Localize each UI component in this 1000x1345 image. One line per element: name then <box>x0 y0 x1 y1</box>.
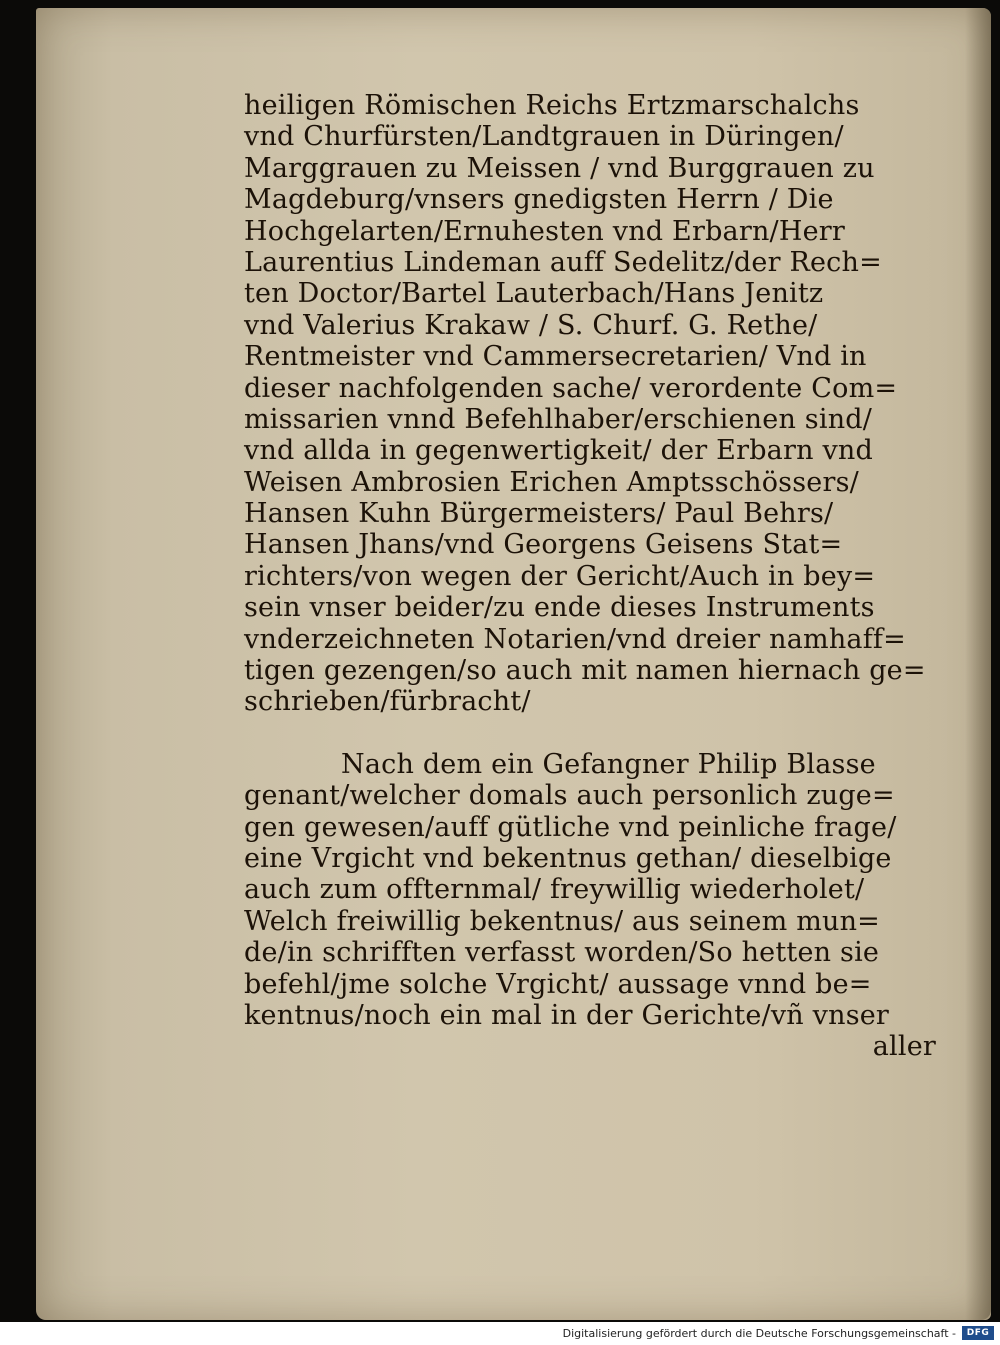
text-line: de/in schrifften verfasst worden/So hetten sie <box>244 937 880 969</box>
dfg-logo-icon: DFG <box>962 1326 994 1340</box>
page-text-block <box>244 90 944 1063</box>
text-line: Welch freiwillig bekentnus/ aus seinem mun= <box>244 905 880 937</box>
text-line: Weisen Ambrosien Erichen Amptsschössers/ <box>244 466 859 498</box>
text-line: richters/von wegen der Gericht/Auch in bey= <box>244 560 876 592</box>
text-line: tigen gezengen/so auch mit namen hiernach ge= <box>244 655 926 687</box>
catchword: aller <box>872 1031 936 1063</box>
funding-credit: Digitalisierung gefördert durch die Deutsche Forschungsgemeinschaft - <box>562 1327 956 1340</box>
book-page <box>36 8 991 1320</box>
text-line: kentnus/noch ein mal in der Gerichte/vñ vnser <box>244 999 890 1031</box>
text-line: sein vnser beider/zu ende dieses Instruments <box>244 592 875 624</box>
text-line: Hochgelarten/Ernuhesten vnd Erbarn/Herr <box>244 215 845 247</box>
text-line: vnd Valerius Krakaw / S. Churf. G. Rethe/ <box>244 309 818 341</box>
text-line: gen gewesen/auff gütliche vnd peinliche frage/ <box>244 811 897 843</box>
text-line: vnd Churfürsten/Landtgrauen in Düringen/ <box>244 121 844 153</box>
text-line: heiligen Römischen Reichs Ertzmarschalchs <box>244 90 860 121</box>
text-line: eine Vrgicht vnd bekentnus gethan/ dieselbige <box>244 842 892 874</box>
text-line: Hansen Jhans/vnd Georgens Geisens Stat= <box>244 529 843 561</box>
text-line: genant/welcher domals auch personlich zuge= <box>244 780 895 812</box>
text-line: vnderzeichneten Notarien/vnd dreier namhaff= <box>244 623 906 655</box>
text-line: ten Doctor/Bartel Lauterbach/Hans Jenitz <box>244 278 824 310</box>
footer-bar <box>0 1322 1000 1345</box>
paragraph-gap <box>244 718 944 749</box>
text-line: Marggrauen zu Meissen / vnd Burggrauen zu <box>244 152 875 184</box>
paragraph-first-line: Nach dem ein Gefangner Philip Blasse <box>341 748 876 780</box>
text-line: Hansen Kuhn Bürgermeisters/ Paul Behrs/ <box>244 498 834 530</box>
text-line: missarien vnnd Befehlhaber/erschienen sind/ <box>244 403 873 435</box>
text-line: befehl/jme solche Vrgicht/ aussage vnnd be= <box>244 968 872 1000</box>
text-line: auch zum offternmal/ freywillig wiederholet/ <box>244 874 865 906</box>
text-line: schrieben/fürbracht/ <box>244 686 531 718</box>
text-line: Rentmeister vnd Cammersecretarien/ Vnd in <box>244 341 867 373</box>
text-line: vnd allda in gegenwertigkeit/ der Erbarn vnd <box>244 435 873 467</box>
text-line: Magdeburg/vnsers gnedigsten Herrn / Die <box>244 184 834 216</box>
text-line: dieser nachfolgenden sache/ verordente Com= <box>244 372 898 404</box>
page-edge-shadow <box>965 8 991 1320</box>
text-line: Laurentius Lindeman auff Sedelitz/der Rech= <box>244 246 882 278</box>
